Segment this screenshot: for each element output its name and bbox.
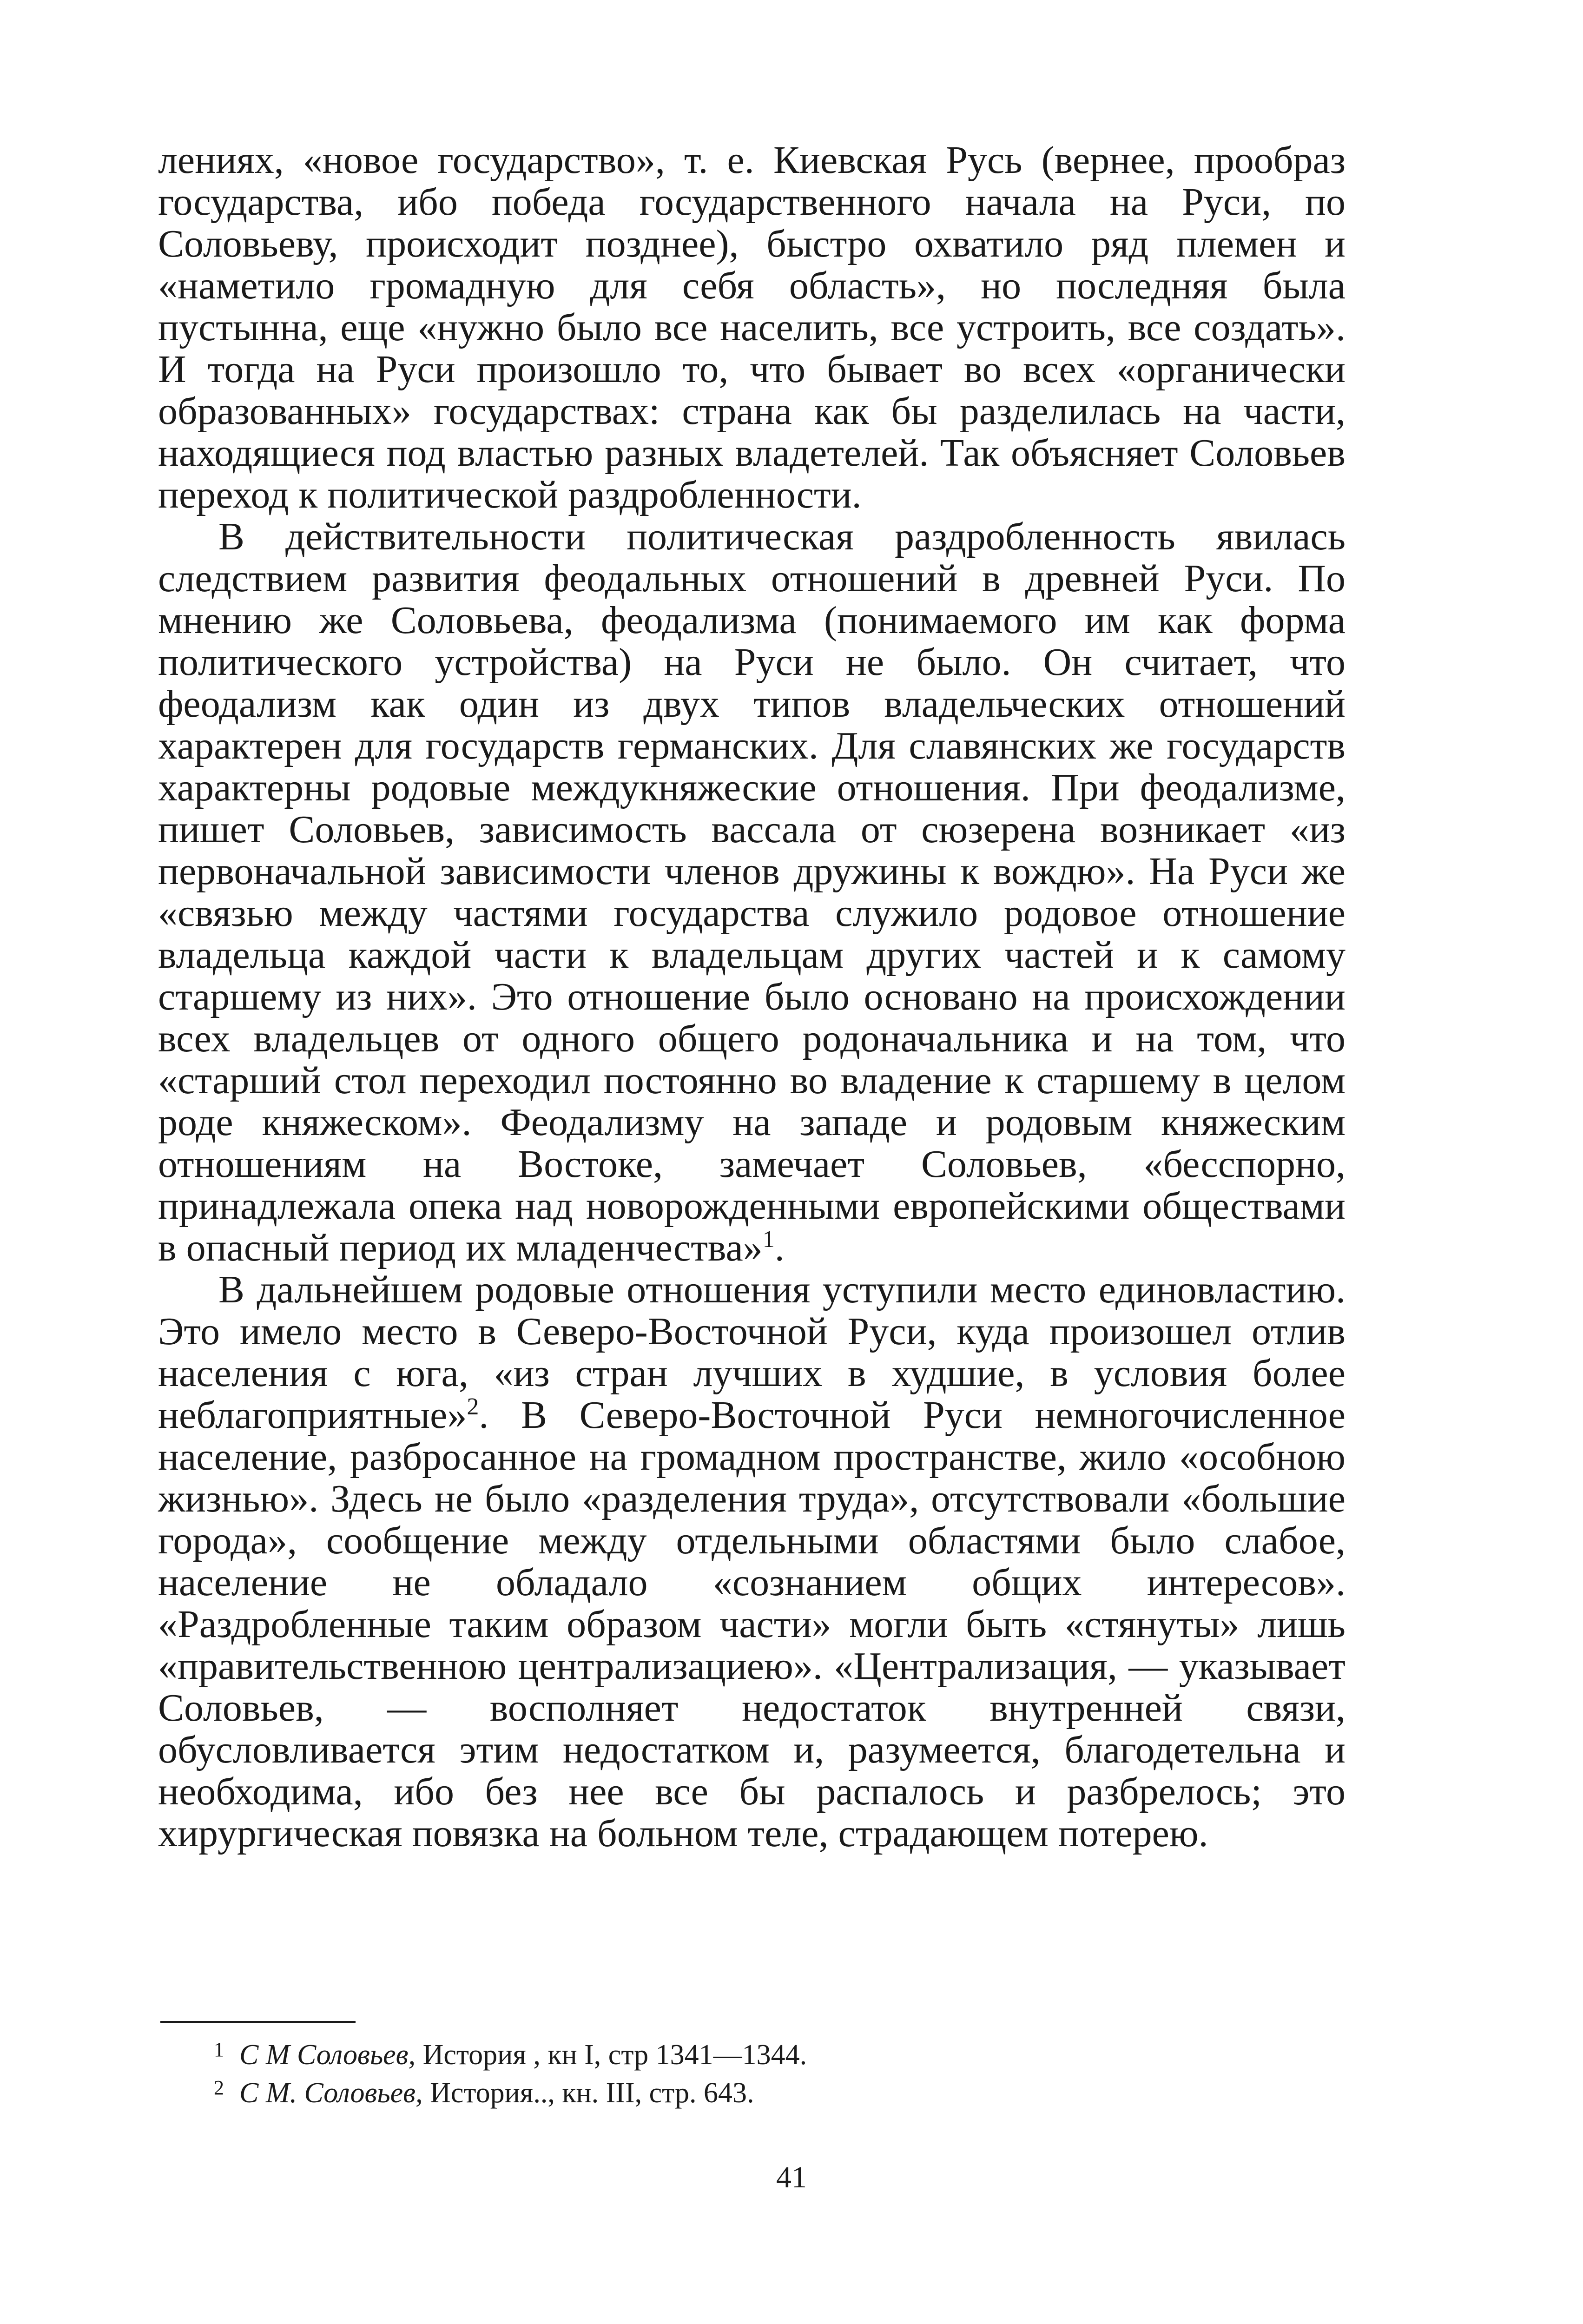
paragraph-3 bbox=[158, 1269, 1346, 1855]
footnote-2-source: История.., кн. III, стр. 643. bbox=[422, 2077, 754, 2109]
page-number: 41 bbox=[776, 2160, 807, 2194]
footnote-1-number: 1 bbox=[214, 2038, 224, 2061]
paragraph-1-text: лениях, «новое государство», т. е. Киевская Русь (вернее, прообраз государства, ибо победа государственного начала на Руси, по Соловьеву, происходит позднее), быстро охватило ряд племен и «наметило громадную для себя область», но последняя была пустынна, еще «нужно было все населить, все устроить, все создать». И тогда на Руси произошло то, что бывает во всех «органически образованных» государствах: страна как бы разделилась на части, находящиеся под властью разных владетелей. Так объясняет Соловьев переход к политической раздробленности. bbox=[158, 139, 1346, 516]
paragraph-2-text: В действительности политическая раздробленность явилась следствием развития феодальных отношений в древней Руси. По мнению же Соловьева, феодализма (понимаемого им как форма политического устройства) на Руси не было. Он считает, что феодализм как один из двух типов владельческих отношений характерен для государств германских. Для славянских же государств характерны родовые междукняжеские отношения. При феодализме, пишет Соловьев, зависимость вассала от сюзерена возникает «из первоначальной зависимости членов дружины к вождю». На Руси же «связью между частями государства служило родовое отношение владельца каждой части к владельцам других частей и к самому старшему из них». Это отношение было основано на происхождении всех владельцев от одного общего родоначальника и на том, что «старший стол переходил постоянно во владение к старшему в целом роде княжеском». Феодализму на западе и родовым княжеским отношениям на Востоке, замечает Соловьев, «бесспорно, принадлежала опека над новорожденными европейскими обществами в опасный период их младенчества» bbox=[158, 515, 1346, 1269]
footnote-ref-1: 1 bbox=[762, 1226, 775, 1253]
paragraph-3-tail: . В Северо-Восточной Руси немногочисленное население, разбросанное на громадном пространстве, жило «особною жизнью». Здесь не было «разделения труда», отсутствовали «большие города», сообщение между отдельными областями было слабое, население не обладало «сознанием общих интересов». «Раздробленные таким образом части» могли быть «стянуты» лишь «правительственною централизациею». «Централизация, — указывает Соловьев, — восполняет недостаток внутренней связи, обусловливается этим недостатком и, разумеется, благодетельна и необходима, ибо без нее все бы распалось и разбрелось; это хирургическая повязка на больном теле, страдающем потерею. bbox=[158, 1393, 1346, 1855]
paragraph-3-text: В дальнейшем родовые отношения уступили место единовластию. Это имело место в Северо-Восточной Руси, куда произошел отлив населения с юга, «из стран лучших в худшие, в условия более неблагоприятные» bbox=[158, 1268, 1346, 1437]
footnote-1 bbox=[214, 2036, 1283, 2074]
paragraph-2-tail: . bbox=[774, 1226, 785, 1269]
paragraph-2 bbox=[158, 516, 1346, 1269]
footnote-ref-2: 2 bbox=[467, 1393, 479, 1420]
footnote-2-number: 2 bbox=[214, 2076, 224, 2099]
paragraph-1 bbox=[158, 139, 1346, 516]
footnote-1-author: С М Соловьев, bbox=[239, 2039, 416, 2071]
footnotes bbox=[214, 2036, 1283, 2112]
footnote-2 bbox=[214, 2074, 1283, 2112]
footnote-divider bbox=[160, 2021, 356, 2023]
main-text bbox=[158, 139, 1346, 1855]
footnote-2-author: С М. Соловьев, bbox=[239, 2077, 423, 2109]
footnote-1-source: История , кн I, стр 1341—1344. bbox=[416, 2039, 807, 2071]
